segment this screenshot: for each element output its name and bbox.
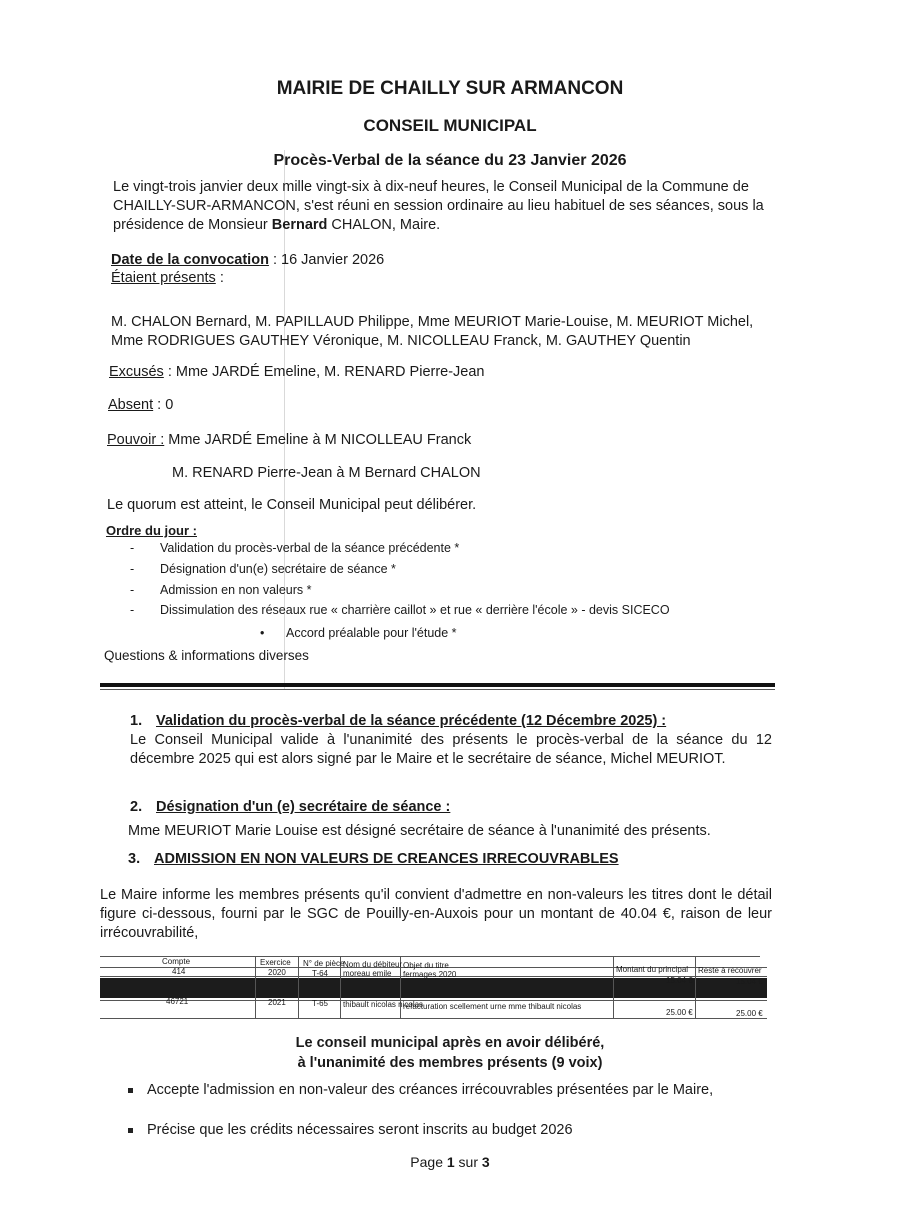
pv-title: Procès-Verbal de la séance du 23 Janvier 2026 [273, 152, 627, 169]
convocation-date: : 16 Janvier 2026 [268, 252, 385, 268]
table-cell: 25.00 € [736, 1009, 763, 1018]
presents-list [111, 313, 801, 351]
table-cell: 15.04 € [666, 976, 693, 985]
presents-line-1: M. CHALON Bernard, M. PAPILLAUD Philippe, Mme MEURIOT Marie-Louise, M. MEURIOT Michel, [111, 314, 754, 330]
intro-line-3: présidence de Monsieur Bernard CHALON, Maire. [113, 217, 441, 233]
pouvoir-line-2: M. RENARD Pierre-Jean à M Bernard CHALON [172, 465, 481, 481]
absent-label: Absent [108, 397, 154, 413]
table-header: Reste à recouvrer [698, 966, 762, 975]
agenda-item: - Dissimulation des réseaux rue « charrière caillot » et rue « derrière l'école » - devis SICECO [130, 603, 670, 617]
page-number: Page 1 sur 3 [410, 1154, 490, 1170]
section-2-body: Mme MEURIOT Marie Louise est désigné secrétaire de séance à l'unanimité des présents. [128, 823, 711, 839]
intro-paragraph [113, 178, 793, 235]
decision-item: Accepte l'admission en non-valeur des créances irrécouvrables présentées par le Maire, [128, 1082, 713, 1098]
mairie-title: MAIRIE DE CHAILLY SUR ARMANCON [276, 78, 624, 99]
table-header: Objet du titre [403, 961, 449, 970]
section-3-heading: 3. ADMISSION EN NON VALEURS DE CREANCES IRRECOUVRABLES [128, 851, 619, 867]
table-cell: 2021 [268, 998, 286, 1007]
excuses-label: Excusés [109, 364, 164, 380]
table-cell: 15.04 € [736, 977, 763, 986]
creances-table [100, 956, 767, 1022]
presents-heading: Étaient présents : [111, 270, 224, 286]
separator-rule [100, 683, 775, 687]
intro-line-1: Le vingt-trois janvier deux mille vingt-six à dix-neuf heures, le Conseil Municipal de la Commune de [113, 179, 749, 195]
section-1-line-2: décembre 2025 qui est alors signé par le Maire et le secrétaire de séance, Michel MEURIOT. [130, 751, 726, 767]
section-1-body [130, 731, 772, 769]
quorum-text: Le quorum est atteint, le Conseil Municipal peut délibérer. [107, 497, 477, 513]
table-header: Compte [162, 957, 191, 966]
conclusion-line-2: à l'unanimité des membres présents (9 voix) [297, 1055, 603, 1071]
square-bullet-icon [128, 1088, 133, 1093]
section-3-line-2: figure ci-dessous, fourni par le SGC de Pouilly-en-Auxois pour un montant de 40.04 €, raison de leur [100, 906, 772, 922]
table-cell: 46721 [166, 997, 189, 1006]
table-cell: thibault nicolas nicolas [343, 1000, 424, 1009]
section-3-line-3: irrécouvrabilité, [100, 925, 199, 941]
square-bullet-icon [128, 1128, 133, 1133]
intro-line-2: CHAILLY-SUR-ARMANCON, s'est réuni en session ordinaire au lieu habituel de ses séances, sous la [113, 198, 764, 214]
questions-diverses: Questions & informations diverses [104, 648, 309, 663]
absent-line: Absent : 0 [108, 397, 174, 413]
table-header: Nom du débiteur [343, 960, 403, 969]
section-1-heading: 1. Validation du procès-verbal de la séance précédente (12 Décembre 2025) : [130, 713, 667, 729]
table-cell: T-64 [312, 969, 329, 978]
table-cell: refacturation scellement urne mme thibault nicolas [403, 1002, 582, 1011]
table-header: Exercice [260, 958, 291, 967]
presents-line-2: Mme RODRIGUES GAUTHEY Véronique, M. NICOLLEAU Franck, M. GAUTHEY Quentin [111, 333, 691, 349]
agenda-item: - Désignation d'un(e) secrétaire de séance * [130, 562, 396, 576]
table-cell: T-65 [312, 999, 329, 1008]
table-cell: fermages 2020 [403, 970, 457, 979]
agenda-item: - Admission en non valeurs * [130, 583, 312, 597]
table-cell: moreau emile [343, 969, 392, 978]
section-2-heading: 2. Désignation d'un (e) secrétaire de séance : [130, 799, 451, 815]
agenda-subitem: • Accord préalable pour l'étude * [260, 626, 457, 640]
ordre-du-jour-heading: Ordre du jour : [106, 523, 197, 538]
table-cell: 2020 [268, 968, 286, 977]
table-header: N° de pièce [303, 959, 345, 968]
convocation-line [111, 251, 384, 270]
conseil-title: CONSEIL MUNICIPAL [363, 116, 537, 135]
pouvoir-label: Pouvoir : [107, 432, 165, 448]
section-3-body [100, 886, 772, 943]
section-1-line-1: Le Conseil Municipal valide à l'unanimité des présents le procès-verbal de la séance du 12 [130, 732, 772, 748]
pouvoir-line-1: Pouvoir : Mme JARDÉ Emeline à M NICOLLEAU Franck [107, 432, 472, 448]
agenda-item: - Validation du procès-verbal de la séance précédente * [130, 541, 460, 555]
conclusion-line-1: Le conseil municipal après en avoir délibéré, [295, 1035, 605, 1051]
table-cell: 25.00 € [666, 1008, 693, 1017]
table-cell: 414 [172, 967, 186, 976]
convocation-label: Date de la convocation [111, 252, 269, 268]
separator-rule-thin [100, 689, 775, 690]
excuses-line: Excusés : Mme JARDÉ Emeline, M. RENARD Pierre-Jean [109, 364, 485, 380]
table-header: Montant du principal [616, 965, 689, 974]
section-3-line-1: Le Maire informe les membres présents qu'il convient d'admettre en non-valeurs les titres dont le détail [100, 887, 772, 903]
decision-item: Précise que les crédits nécessaires seront inscrits au budget 2026 [128, 1122, 573, 1138]
